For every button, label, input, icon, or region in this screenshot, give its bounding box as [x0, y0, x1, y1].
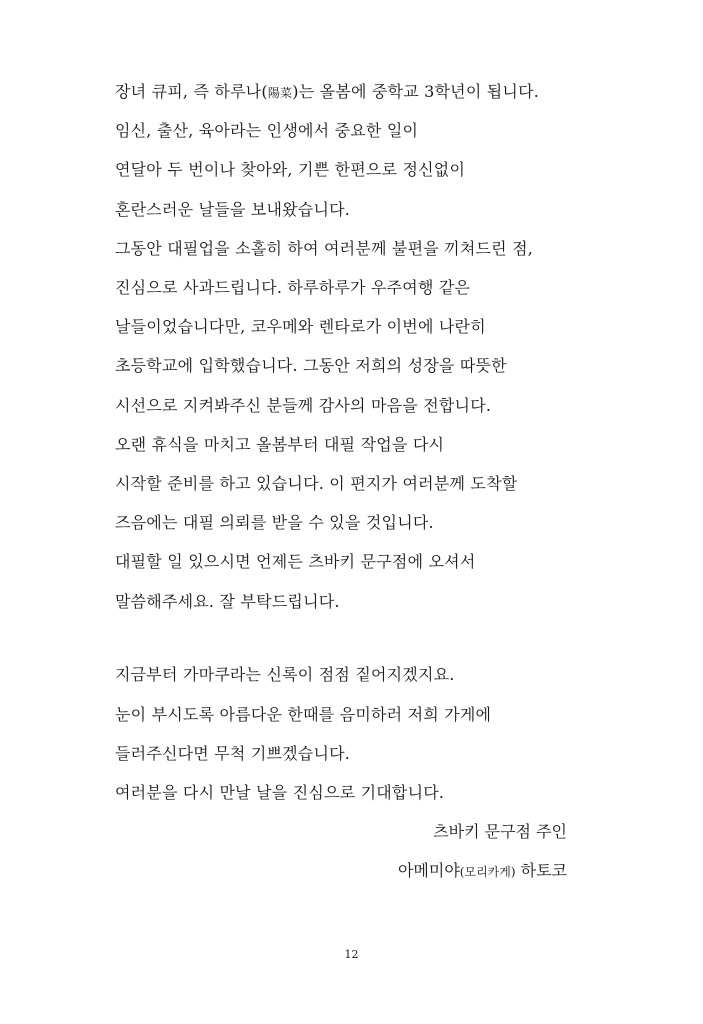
letter-line-15: 지금부터 가마쿠라는 신록이 점점 짙어지겠지요. [115, 665, 455, 684]
letter-line-9: 시선으로 지켜봐주신 분들께 감사의 마음을 전합니다. [115, 396, 492, 415]
signature-name-after: 하토코 [515, 861, 567, 880]
signature-name [398, 861, 567, 882]
letter-line-10: 오랜 휴식을 마치고 올봄부터 대필 작업을 다시 [115, 435, 445, 454]
letter-line-12: 즈음에는 대필 의뢰를 받을 수 있을 것입니다. [115, 513, 434, 532]
letter-line-7: 날들이었습니다만, 코우메와 렌타로가 이번에 나란히 [115, 317, 486, 336]
line-1-kanji: 陽菜 [267, 86, 293, 100]
letter-line-16: 눈이 부시도록 아름다운 한때를 음미하러 저희 가게에 [115, 705, 492, 724]
letter-line-8: 초등학교에 입학했습니다. 그동안 저희의 성장을 따뜻한 [115, 356, 507, 375]
letter-line-11: 시작할 준비를 하고 있습니다. 이 편지가 여러분께 도착할 [115, 474, 518, 493]
letter-line-14: 말씀해주세요. 잘 부탁드립니다. [115, 592, 340, 611]
letter-line-18: 여러분을 다시 만날 날을 진심으로 기대합니다. [115, 783, 445, 802]
signature-shop: 츠바키 문구점 주인 [433, 822, 567, 841]
letter-line-4: 혼란스러운 날들을 보내왔습니다. [115, 200, 351, 219]
letter-line-13: 대필할 일 있으시면 언제든 츠바키 문구점에 오셔서 [115, 552, 476, 571]
signature-name-small: (모리카게) [459, 865, 516, 879]
page-number: 12 [344, 948, 359, 961]
letter-line-3: 연달아 두 번이나 찾아와, 기쁜 한편으로 정신없이 [115, 160, 466, 179]
letter-line-17: 들러주신다면 무척 기쁘겠습니다. [115, 744, 351, 763]
letter-line-1 [115, 82, 539, 103]
letter-line-2: 임신, 출산, 육아라는 인생에서 중요한 일이 [115, 121, 419, 140]
line-1-before: 장녀 큐피, 즉 하루나( [115, 82, 268, 101]
line-1-after: )는 올봄에 중학교 3학년이 됩니다. [292, 82, 540, 101]
letter-line-6: 진심으로 사과드립니다. 하루하루가 우주여행 같은 [115, 278, 471, 297]
letter-line-5: 그동안 대필업을 소홀히 하여 여러분께 불편을 끼쳐드린 점, [115, 239, 534, 258]
signature-name-before: 아메미야 [397, 861, 460, 880]
